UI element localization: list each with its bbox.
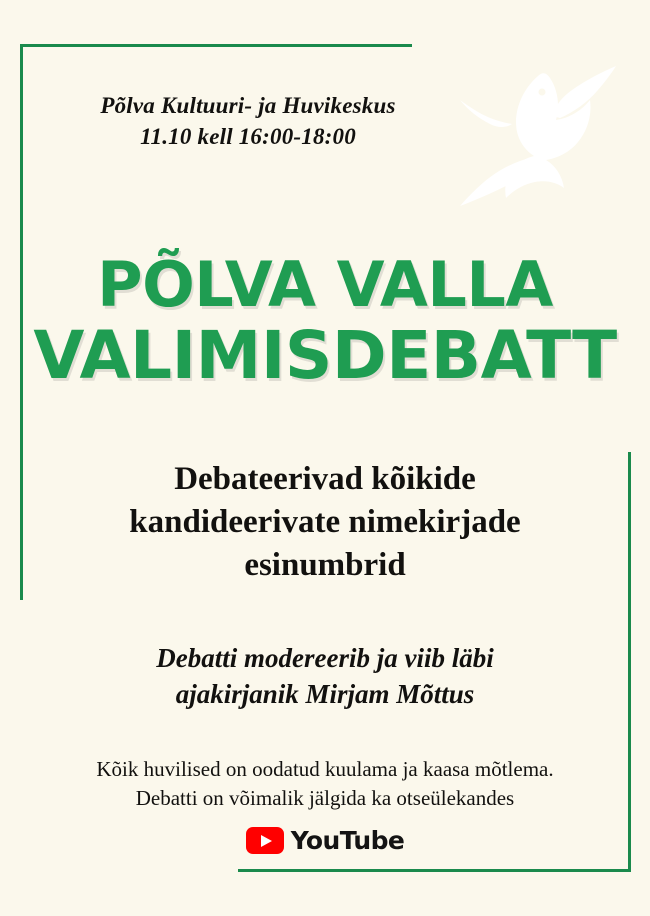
- youtube-label: YouTube: [290, 826, 405, 855]
- venue-datetime: 11.10 kell 16:00-18:00: [140, 124, 356, 150]
- venue-block: [38, 90, 458, 152]
- youtube-logo: [0, 826, 650, 855]
- youtube-play-icon: [246, 827, 284, 854]
- frame-line-top: [20, 44, 412, 47]
- hummingbird-icon: [442, 62, 622, 212]
- moderator-line-2: ajakirjanik Mirjam Mõttus: [175, 679, 475, 710]
- note-line-1: Kõik huvilised on oodatud kuulama ja kaasa mõtlema.: [96, 757, 554, 781]
- subtitle-line-1: Debateerivad kõikide: [174, 461, 476, 497]
- title-line-2: VALIMISDEBATT: [33, 317, 617, 395]
- note-block: [15, 755, 635, 814]
- subtitle-block: [25, 458, 625, 587]
- subtitle-line-3: esinumbrid: [244, 546, 406, 583]
- frame-line-bottom: [238, 869, 631, 872]
- page-title: [0, 250, 650, 393]
- title-line-1: PÕLVA VALLA: [97, 248, 553, 321]
- moderator-line-1: Debatti modereerib ja viib läbi: [156, 643, 494, 673]
- subtitle-line-2: kandideerivate nimekirjade: [129, 503, 521, 540]
- venue-place: Põlva Kultuuri- ja Huvikeskus: [100, 93, 396, 118]
- moderator-block: [40, 640, 610, 713]
- note-line-2: Debatti on võimalik jälgida ka otseülekandes: [135, 786, 515, 811]
